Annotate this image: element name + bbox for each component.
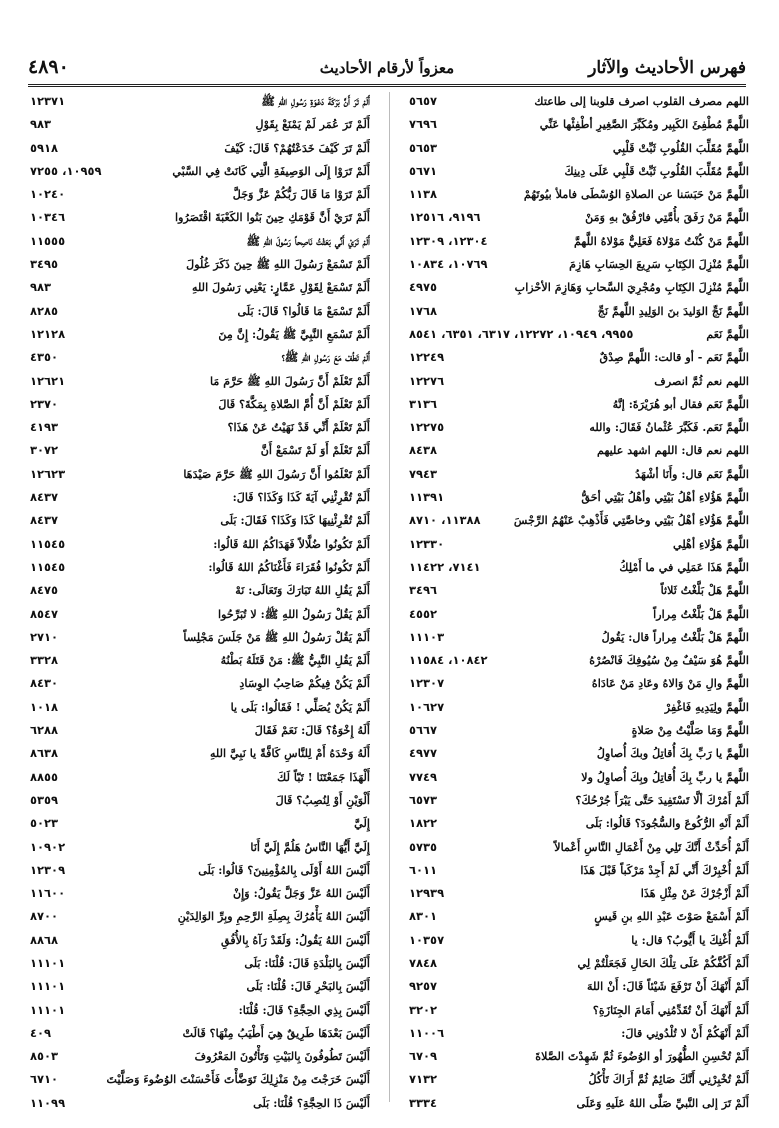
index-entry (409, 370, 749, 393)
entry-ref: ٦٢٨٨ (30, 723, 59, 738)
entry-text: أَلَمْ يَقُلِ النَّبِيُّ ﷺ: مَنْ قَتَلَهُ بَطْنُهُ (220, 653, 370, 668)
running-title: فهرس الأحاديث والآثار (588, 58, 746, 78)
entry-text: اللهم نعم ثُمَّ انصرف (654, 373, 749, 388)
entry-ref: ٥٣٥٩ (30, 792, 59, 807)
entry-ref: ١٢٣٠٩ (30, 862, 66, 877)
index-entry (30, 812, 370, 835)
entry-text: أَلَهُ وَحْدَهُ أَمْ لِلنَّاسِ كَافَّةً يا نَبِيَّ اللهِ (209, 746, 370, 761)
entry-text: أَلَمْ تَسْمَعْ مَا قَالُوا؟ قَالَ: بَلَى (237, 303, 370, 318)
entry-ref: ٩٨٣ (30, 117, 52, 132)
entry-ref: ٥٩١٨ (30, 140, 59, 155)
index-entry (409, 1068, 749, 1091)
entry-text: اللَّهمَّ مَنْ حَبَسَنا عن الصلاةِ الوُسْطَى فاملأ بيُوتَهُمْ (523, 187, 749, 202)
index-entry (30, 439, 370, 462)
entry-ref: ٨٣٠١ (409, 909, 438, 924)
entry-text: اللَّهمَّ هُوَ سَيْفٌ مِنْ سُيُوفِكَ فَانْصُرْهُ (589, 653, 749, 668)
index-entry (30, 859, 370, 882)
entry-text: أَلَمْ أَمُرْكَ ألَّا تَسْتَفِيدَ حَتَّى يَبْرَأَ جُرْحُكَ؟ (575, 792, 749, 807)
entry-ref: ٨٧٠٠ (30, 909, 59, 924)
entry-ref: ٥٠٢٣ (30, 816, 59, 831)
entry-ref: ١٨٢٢ (409, 816, 438, 831)
entry-ref: ٥٦٧١ (409, 163, 438, 178)
index-entry (409, 859, 749, 882)
index-entry (409, 672, 749, 695)
index-entry (409, 1022, 749, 1045)
index-entry (30, 416, 370, 439)
entry-ref: ٣٤٩٥ (30, 257, 59, 272)
index-entry (30, 276, 370, 299)
entry-ref: ٣٠٧٢ (30, 443, 59, 458)
entry-ref: ١١٥٤٥ (30, 559, 66, 574)
entry-ref: ١١٣٩١ (409, 490, 445, 505)
entry-text: اللَّهمَّ وَمَا صَلَّيْتُ مِنْ صَلاةٍ (631, 723, 749, 738)
entry-text: أَلَمْ تَكُونُوا فُقَرَاءَ فَأَغْنَاكُمُ اللهُ قَالُوا: (208, 559, 370, 574)
entry-ref: ٧١٤١، ١١٤٢٢ (409, 559, 481, 574)
entry-text: أَلَمْ يَكُنْ فِيكُمْ صَاحِبُ الوِسَادِ (239, 676, 370, 691)
index-entry (30, 1045, 370, 1068)
entry-ref: ٤١٩٣ (30, 420, 59, 435)
index-entry (409, 323, 749, 346)
entry-text: اللَّهمَّ مَنْ رَفَقَ بأُمَّتِي فارْفُقْ بهِ وَمَنْ (585, 210, 749, 225)
entry-ref: ١١٣٨ (409, 187, 438, 202)
entry-ref: ١١١٠٣ (409, 629, 445, 644)
entry-ref: ١١١٠١ (30, 955, 66, 970)
entry-text: أَلَيْسَ ذَا الحِجَّةِ؟ قُلْنَا: بَلَى (253, 1095, 370, 1110)
entry-text: اللَّهمَّ مَنْ كُنْتُ مَوْلاهُ فَعَلِيٌّ مَوْلاهُ اللَّهمَّ (573, 233, 749, 248)
index-entry (409, 463, 749, 486)
index-entry (30, 113, 370, 136)
index-entry (30, 579, 370, 602)
entry-text: إِلَيَّ (354, 816, 370, 831)
index-entry (409, 300, 749, 323)
entry-text: أَلَمْ تَرَ إلى النَّبيِّ صَلَّى اللهُ عَلَيهِ وَعَلَى (576, 1095, 749, 1110)
entry-ref: ٧٨٤٨ (409, 955, 438, 970)
index-entry (409, 929, 749, 952)
entry-ref: ١١٠٠٦ (409, 1025, 445, 1040)
index-entry (30, 999, 370, 1022)
index-entry (409, 113, 749, 136)
index-entry (409, 789, 749, 812)
entry-text: اللَّهمَّ يا ربِّ بِكَ أُقاتِلُ وبِكَ أُصاوِلُ ولا (581, 769, 749, 784)
entry-text: أَلْهَذَا جَمَعْتَنَا ! تَبّاً لَكَ (277, 769, 370, 784)
index-entry (409, 160, 749, 183)
index-entry (409, 253, 749, 276)
entry-ref: ١١١٠١ (30, 979, 66, 994)
entry-text: أَلَمْ تُخْبِرْنِي أَنَّكَ صَائِمٌ ثُمَّ أَرَاكَ تَأْكُلُ (588, 1072, 749, 1087)
index-entry (409, 276, 749, 299)
entry-ref: ٦٧١٠ (30, 1072, 59, 1087)
index-entry (409, 742, 749, 765)
entry-text: أَلَيْسَ اللهُ عَزَّ وَجَلَّ يَقُولُ: وَإِنْ (232, 886, 370, 901)
index-entry (30, 206, 370, 229)
index-entry (30, 463, 370, 486)
entry-ref: ١١٦٠٠ (30, 886, 66, 901)
entry-ref: ٤٩٧٧ (409, 746, 438, 761)
entry-text: اللَّهمَّ هَؤُلاءِ أهْلُ بَيْتِي وأهْلُ بَيْتِي أحَقُّ (581, 490, 749, 505)
column-divider (389, 92, 390, 1102)
index-entry (409, 719, 749, 742)
index-entry (30, 975, 370, 998)
entry-ref: ٨٦٣٨ (30, 746, 59, 761)
entry-text: أَلْوَيْنِ أَوْ لِنُصِبُ؟ قَالَ (275, 792, 370, 807)
entry-text: أَلَمْ تَسْمَعْ لِقَوْلِ عَمَّارٍ: يَعْنِي رَسُولَ اللهِ (191, 280, 370, 295)
entry-text: أَلَيْسَ بِالبَحْرِ قَالَ: قُلْنَا: بَلَى (246, 979, 370, 994)
entry-ref: ١٠٩٥٩، ٧٢٥٥ (30, 163, 102, 178)
entry-text: أَلَيْسَ بَعْدَهَا طَرِيقٌ هِيَ أَطْيَبُ مِنْهَا؟ قَالَتْ (182, 1025, 370, 1040)
entry-text: اللَّهمَّ يا رَبِّ بِكَ أُقاتِلُ وبكَ أُصاوِلُ (596, 746, 749, 761)
index-entry (409, 346, 749, 369)
index-entry (30, 509, 370, 532)
index-entry (30, 626, 370, 649)
index-entry (30, 952, 370, 975)
index-entry (30, 603, 370, 626)
index-entry (30, 719, 370, 742)
entry-text: اللهم نعم قال: اللهم اشهد عليهم (597, 443, 749, 458)
entry-text: أَلَيْسَ اللهُ يَأْمُرُكَ بِصِلَةِ الرَّحِمِ وبِرِّ الوَالِدَيْنِ (177, 909, 370, 924)
entry-text: أَلَمْ تَسْمَعْ رَسُولَ اللهِ ﷺ حِينَ ذَكَرَ غُلُولَ (186, 257, 370, 272)
index-entry (30, 183, 370, 206)
entry-text: أَلَمْ تَعْلَمُوا أَنَّ رَسُولَ اللهِ ﷺ حَرَّمَ صَيْدَهَا (183, 466, 370, 481)
entry-text: أَلَمْ أَزْجُرْكَ عَنْ مِثْلِ هَذَا (640, 886, 749, 901)
entry-text: أَلَمْ أَنْهَكَ أَنْ تَرْفَعَ شَيْئاً قَالَ: أَنْ اللهَ (586, 979, 749, 994)
entry-ref: ١٢٢٧٦ (409, 373, 445, 388)
entry-text: أَلَمْ تَكُونُوا ضُلَّالاً فَهَدَاكُمُ اللهُ قَالُوا: (213, 536, 370, 551)
index-entry (30, 137, 370, 160)
page-header (28, 56, 746, 82)
entry-ref: ١١٥٤٥ (30, 536, 66, 551)
entry-ref: ١١٥٥٥ (30, 233, 66, 248)
entry-text: أَلَمْ أُحَدِّثْ أَنَّكَ تَلِي مِنْ أَعْمَالِ النَّاسِ أَعْمالاً (554, 839, 749, 854)
entry-text: اللَّهمَّ هَذَا عَمَلِي في ما أَمْلِكُ (619, 559, 749, 574)
running-subtitle: معزواً لأرقام الأحاديث (319, 59, 455, 77)
index-entry (30, 905, 370, 928)
entry-text: أَلَمْ تَعْلَمْ أَنَّ رَسُولَ اللهِ ﷺ حَرَّمَ مَا (209, 373, 370, 388)
entry-ref: ١٢٩٣٩ (409, 886, 445, 901)
index-entry (409, 1092, 749, 1115)
entry-ref: ٥٦٥٣ (409, 140, 438, 155)
entry-text: اللَّهمَّ نَعَم فقال أبو هُرَيْرَةَ: إنَّهُ (612, 396, 749, 411)
entry-text: أَلَمْ أُغْنِكَ يا أَيُّوبُ؟ قال: يا (631, 932, 749, 947)
index-entry (409, 206, 749, 229)
index-entry (30, 90, 370, 113)
index-entry (409, 439, 749, 462)
entry-text: اللَّهمَّ مُطْفِئَ الكَبِير ومُكَبِّرَ الصَّغِيرِ أطْفِئْها عَنِّي (539, 117, 749, 132)
index-entry (409, 952, 749, 975)
entry-ref: ١٢٣٧١ (30, 94, 66, 108)
index-entry (409, 137, 749, 160)
header-rule (28, 84, 746, 87)
entry-text: اللَّهمَّ مُقَلِّبَ القُلُوبِ ثَبِّتْ قَلْبِي (612, 140, 749, 155)
entry-ref: ٨٥٤٧ (30, 606, 59, 621)
entry-ref: ١٧٦٨ (409, 303, 438, 318)
entry-text: اللَّهمَّ والِ مَنْ وَالاهُ وعَادِ مَنْ عَادَاهُ (591, 676, 749, 691)
entry-text: أَلَيْسَ اللهُ أَوْلَى بِالمُؤْمِنِينَ؟ قَالُوا: بَلَى (198, 862, 370, 877)
entry-text: اللَّهمَّ هَلْ بَلَّغْتُ مِراراً (653, 606, 749, 621)
index-entry (409, 90, 749, 113)
entry-text: اللَّهمَّ مُنْزِلَ الكِتَابِ سَرِيعَ الحِسَابِ هَازِمَ (569, 257, 749, 272)
index-entry (30, 649, 370, 672)
entry-text: أَلَمْ يَكُنْ يُصَلِّي ! فَقَالُوا: بَلَى يا (230, 699, 370, 714)
entry-text: أَلَمْ أَنْهَكَ أَنْ تُقَدِّمُنِي أَمَامَ الجِنَازَةِ؟ (592, 1002, 749, 1017)
entry-ref: ١٢٢٤٩ (409, 350, 445, 365)
entry-ref: ٨٤٧٥ (30, 583, 59, 598)
entry-ref: ٧٦٩٦ (409, 117, 438, 132)
entry-text: اللَّهمَّ نَعَم قال: وأَنَا أشْهَدُ (635, 466, 749, 481)
index-entry (409, 579, 749, 602)
index-entry (409, 393, 749, 416)
entry-text: اللَّهمَّ نَعَم (706, 326, 749, 341)
index-entry (409, 649, 749, 672)
entry-ref: ٤٣٥٠ (30, 350, 59, 365)
entry-text: أَلَمْ تَرَيْ أَنَّ قَوْمَكِ حِينَ بَنُوا الكَعْبَةَ اقْتَصَرُوا (174, 210, 370, 225)
entry-ref: ٥٦٦٧ (409, 723, 438, 738)
entry-text: أَلَيْسَ خَرَجْتَ مِنْ مَنْزِلِكَ تَوَضَّأْتَ فَأَحْسَنْتَ الوُضُوءَ وَصَلَّيْتَ (106, 1072, 370, 1087)
index-entry (409, 486, 749, 509)
index-entry (30, 696, 370, 719)
page-number: ٤٨٩٠ (28, 56, 69, 78)
entry-ref: ١٠٢٤٠ (30, 187, 66, 202)
index-entry (30, 556, 370, 579)
index-entry (409, 766, 749, 789)
index-entry (30, 486, 370, 509)
entry-text: أَلَيْسَ بِالبَلْدَةِ قَالَ: قُلْنَا: بَلَى (244, 955, 370, 970)
index-entry (409, 812, 749, 835)
entry-text: أَلَمْ يَقُلِ اللهُ تَبَارَكَ وَتَعَالَى: نَهْ (235, 583, 370, 598)
entry-text: أَلَمْ تَرَ عُمَر لَمْ يَمْنَعْ بِقَوْلِ (255, 117, 370, 132)
entry-text: أَلَمْ تَرَ أَنَّ بَرَكَةَ دَعْوَةِ رَسُولِ اللهِ ﷺ (261, 94, 370, 108)
entry-ref: ٣١٣٦ (409, 396, 438, 411)
entry-ref: ٢٧١٠ (30, 629, 59, 644)
index-entry (30, 300, 370, 323)
entry-text: أَلَمْ أُخْبِرْكَ أَنِّي لَمْ أَجِدْ مَرْكَباً قَبْلَ هَذَا (580, 862, 749, 877)
index-entry (30, 1068, 370, 1091)
index-entry (30, 766, 370, 789)
entry-text: اللَّهمَّ نَعَم - أو قالت: اللَّهمَّ صِدْقٌ (599, 350, 749, 365)
index-entry (409, 533, 749, 556)
entry-ref: ١٠١٨ (30, 699, 59, 714)
entry-ref: ٣٤٩٦ (409, 583, 438, 598)
entry-ref: ٦٠١١ (409, 862, 438, 877)
entry-text: أَلَمْ أَنْهَكُمْ أَنْ لا تُلْدُونِي قالَ: (621, 1025, 749, 1040)
index-entry (30, 370, 370, 393)
entry-text: اللَّهمَّ هَلْ بَلَّغْتُ مِراراً قال: يَقُولُ (601, 629, 749, 644)
entry-ref: ٩١٩٦، ١٢٥١٦ (409, 210, 481, 225)
index-entry (30, 929, 370, 952)
entry-text: أَلَيْسَ بِذِي الحِجَّةِ؟ قَالَ: قُلْنَا: (238, 1002, 370, 1017)
entry-ref: ٩٩٥٥، ١٠٩٤٩، ١٢٢٧٢، ٦٣١٧، ٦٣٥١، ٨٥٤١ (409, 326, 634, 341)
index-entry (30, 323, 370, 346)
entry-text: أَلَمْ تُقْرِئْنِي آيَةَ كَذَا وَكَذَا؟ قَالَ: (232, 490, 370, 505)
entry-ref: ١١١٠١ (30, 1002, 66, 1017)
entry-ref: ٤٩٧٥ (409, 280, 438, 295)
entry-ref: ٥٧٣٥ (409, 839, 438, 854)
entry-ref: ١٢٣٠٤، ١٢٣٠٩ (409, 233, 488, 248)
entry-text: أَلَمْ تَعْلَمْ أَنَّ أُمَّ الصَّلاةِ بِمَكَّةَ؟ قَالَ (218, 396, 370, 411)
index-entry (409, 603, 749, 626)
entry-ref: ١٠٣٥٧ (409, 932, 445, 947)
entry-ref: ٨٢٨٥ (30, 303, 59, 318)
entry-text: اللَّهمَّ نَجِّ الوَليدَ بنَ الوَلِيدِ اللَّهمَّ نَجِّ (597, 303, 749, 318)
entry-ref: ٧٩٤٣ (409, 466, 438, 481)
entry-ref: ٩٨٣ (30, 280, 52, 295)
index-column-right (409, 90, 749, 1115)
index-entry (409, 509, 749, 532)
index-entry (409, 416, 749, 439)
entry-text: اللَّهمَّ هَؤُلاءِ أهْلُ بَيْتِي وخاصَّتِي فَأَذْهِبْ عَنْهُمُ الرِّجْسَ (513, 513, 749, 528)
index-entry (409, 975, 749, 998)
entry-text: أَلَهُ إِخْوَةٌ؟ قَالَ: نَعَمْ فَقَالَ (254, 723, 370, 738)
entry-ref: ٣٣٣٤ (409, 1095, 438, 1110)
entry-text: اللَّهمَّ مُقَلِّبَ القُلُوبِ ثَبِّتْ قَلْبِي عَلَى دِينِكَ (564, 163, 749, 178)
entry-text: أَلَيْسَ اللهُ يَقُولُ: وَلَقَدْ رَآهُ بِالأُفُقِ (221, 932, 370, 947)
entry-ref: ٩٢٥٧ (409, 979, 438, 994)
entry-text: اللَّهمَّ ولِيَدِيهِ فَاغْفِرْ (664, 699, 749, 714)
entry-text: أَلَمْ تَرَيْ أَنِّي بَعَثْتُ نَاصِحاً رَسُولَ اللهِ ﷺ (246, 233, 370, 248)
entry-ref: ١٠٨٤٢، ١١٥٨٤ (409, 653, 488, 668)
entry-ref: ٨٨٥٥ (30, 769, 59, 784)
index-entry (30, 253, 370, 276)
entry-text: اللَّهمَّ هَلْ بَلَّغْتُ ثَلاثاً (660, 583, 749, 598)
entry-ref: ٨٤٣٠ (30, 676, 59, 691)
index-entry (409, 696, 749, 719)
index-entry (30, 672, 370, 695)
index-entry (30, 533, 370, 556)
entry-text: أَلَمْ تُحْسِنِ الطُّهُورَ أو الوُضُوءَ ثُمَّ شَهِدْتَ الصَّلاةَ (535, 1049, 749, 1064)
index-entry (409, 1045, 749, 1068)
entry-ref: ١٢٣٣٠ (409, 536, 445, 551)
entry-ref: ٣٢٠٢ (409, 1002, 438, 1017)
entry-text: أَلَمْ تَرَوْا مَا قَالَ رَبُّكُمْ عَزَّ وَجَلَّ (232, 187, 370, 202)
entry-ref: ١٢٢٧٥ (409, 420, 445, 435)
entry-text: أَلَمْ تَطُفْ مَعَ رَسُولِ اللهِ ﷺ؟ (281, 350, 370, 365)
index-entry (409, 836, 749, 859)
entry-ref: ٨٤٣٨ (409, 443, 438, 458)
entry-text: اللَّهمَّ مُنْزِلَ الكِتَابِ ومُجْرِيَ السَّحابِ وَهَازِمَ الأحْزابِ (514, 280, 749, 295)
entry-ref: ٤٠٩ (30, 1025, 52, 1040)
entry-text: أَلَمْ أَسْمَعْ صَوْتَ عَبْدِ اللهِ بنِ قَيسٍ (594, 909, 749, 924)
entry-ref: ٤٥٥٢ (409, 606, 438, 621)
entry-ref: ٨٤٣٧ (30, 490, 59, 505)
entry-ref: ١٠٧٦٩، ١٠٨٣٤ (409, 257, 488, 272)
index-entry (409, 626, 749, 649)
entry-ref: ١٢٣٠٧ (409, 676, 445, 691)
entry-text: اللَّهمَّ نَعَم. فَكَبَّرَ عُثْمانُ فَقَالَ: والله (589, 420, 749, 435)
entry-ref: ٢٣٧٠ (30, 396, 59, 411)
entry-text: أَلَمْ تَعْلَمْ أَوَ لَمْ تَسْمَعْ أَنَّ (260, 443, 370, 458)
entry-text: أَلَمْ تُقْرِئْنِيهَا كَذَا وَكَذَا؟ فَقَالَ: بَلَى (220, 513, 370, 528)
entry-text: أَلَمْ تَسْمَعِ النَّبِيَّ ﷺ يَقُولُ: إِنَّ مِنَ (218, 326, 370, 341)
index-entry (30, 882, 370, 905)
index-entry (409, 905, 749, 928)
entry-text: اللهم مصرف القلوب اصرف قلوبنا إلى طاعتك (534, 94, 749, 108)
index-entry (30, 1022, 370, 1045)
entry-text: أَلَمْ أَكُفَّكُمْ عَلَى تِلْكَ الحَالِ فَجَعَلْتُمْ لِي (577, 955, 749, 970)
index-entry (30, 346, 370, 369)
entry-text: أَلَمْ تَرَ كَيْفَ خَدَعْتُهُمْ؟ قَالَ: كَيْفَ (224, 140, 370, 155)
index-entry (409, 999, 749, 1022)
entry-text: أَلَيْسَ تَطُوفُونَ بِالبَيْتِ وَتَأْتُونَ المَعْرُوفَ (194, 1049, 370, 1064)
entry-ref: ٨٥٠٣ (30, 1049, 59, 1064)
entry-text: أَلَمْ تَعْلَمْ أَنِّي قَدْ نَهَيْتُ عَنْ هَذَا؟ (227, 420, 370, 435)
entry-text: إِلَيَّ أَيُّهَا النَّاسُ هَلُمَّ إِلَيَّ أَنَا (250, 839, 370, 854)
index-entry (409, 556, 749, 579)
entry-ref: ١٠٦٢٧ (409, 699, 445, 714)
entry-text: اللَّهمَّ هَؤُلاءِ أهْلِي (673, 536, 749, 551)
entry-ref: ٨٨٦٨ (30, 932, 59, 947)
entry-ref: ٧١٣٢ (409, 1072, 438, 1087)
entry-ref: ٦٧٠٩ (409, 1049, 438, 1064)
entry-text: أَلَمْ أَنْهِ الرُّكُوعَ والسُّجُودَ؟ قَالُوا: بَلَى (585, 816, 749, 831)
index-column-left (30, 90, 370, 1115)
entry-text: أَلَمْ يَقُلْ رَسُولُ اللهِ ﷺ: لا تُبَرِّحُوا (218, 606, 370, 621)
index-entry (30, 836, 370, 859)
entry-ref: ١٠٩٠٢ (30, 839, 66, 854)
index-entry (30, 160, 370, 183)
entry-ref: ١٢٦٢٣ (30, 466, 66, 481)
entry-ref: ١٢١٢٨ (30, 326, 66, 341)
entry-ref: ٧٧٤٩ (409, 769, 438, 784)
index-entry (409, 230, 749, 253)
index-entry (30, 393, 370, 416)
index-entry (30, 789, 370, 812)
index-entry (30, 1092, 370, 1115)
entry-ref: ١٠٣٤٦ (30, 210, 66, 225)
entry-ref: ٥٦٥٧ (409, 94, 438, 108)
entry-ref: ٨٤٣٧ (30, 513, 59, 528)
entry-ref: ١١٠٩٩ (30, 1095, 66, 1110)
index-entry (30, 742, 370, 765)
entry-text: أَلَمْ تَرَوْا إِلَى الوَصِيفَةِ الَّتِي كَانَتْ فِي السَّبْي (172, 163, 370, 178)
entry-ref: ١٢٦٢١ (30, 373, 66, 388)
entry-ref: ٣٣٢٨ (30, 653, 59, 668)
index-entry (30, 230, 370, 253)
entry-text: أَلَمْ يَقُلْ رَسُولُ اللهِ ﷺ مَنْ جَلَسَ مَجْلِساً (183, 629, 370, 644)
entry-ref: ٦٥٧٣ (409, 792, 438, 807)
index-entry (409, 183, 749, 206)
index-entry (409, 882, 749, 905)
entry-ref: ١١٣٨٨، ٨٧١٠ (409, 513, 481, 528)
